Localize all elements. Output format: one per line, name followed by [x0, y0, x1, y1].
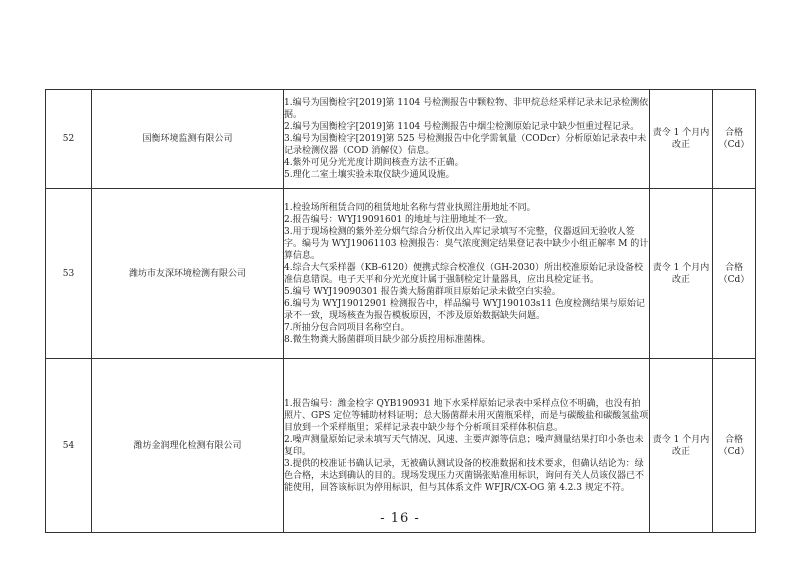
result: 合格（Cd）	[713, 189, 756, 359]
table-row	[46, 189, 756, 359]
issue-item: 2.报告编号：WYJ19091601 的地址与注册地址不一致。	[284, 214, 514, 225]
table-row	[46, 359, 756, 533]
row-number: 52	[46, 90, 92, 189]
issue-item: 3.用于现场检测的紫外差分烟气综合分析仪出入库记录填写不完整，仪器返回无验收人签字。编号为 WYJ19061103 检测报告：臭气浓度测定结果登记表中缺少小组正解率 M 的计算信息。	[284, 226, 649, 261]
issue-item: 4.紫外可见分光光度计期间核查方法不正确。	[284, 158, 464, 168]
row-number: 53	[46, 189, 92, 359]
issue-item: 8.微生物粪大肠菌群项目缺少部分质控用标准菌株。	[284, 334, 491, 345]
organization-name: 潍坊市友深环境检测有限公司	[92, 189, 284, 359]
issues-list	[284, 90, 650, 189]
result: 合格（Cd）	[713, 359, 756, 533]
corrective-action: 责令 1 个月内改正	[650, 90, 713, 189]
organization-name: 潍坊金润理化检测有限公司	[92, 359, 284, 533]
issue-item: 3.提供的校准证书确认记录，无被确认测试设备的校准数据和技术要求，但确认结论为：绿色合格，未达到确认的目的。现场发现压力灭菌锅张贴准用标识，询问有关人员该仪器已不能使用，回答该标识为停用标识，但与其体系文件 WFJR/CX-OG 第 4.2.3 规定不符。	[284, 458, 645, 493]
row-number: 54	[46, 359, 92, 533]
result: 合格（Cd）	[713, 90, 756, 189]
issue-item: 2.噪声测量原始记录未填写天气情况、风速、主要声源等信息；噪声测量结果打印小条也未复印。	[284, 434, 644, 457]
issue-item: 1.报告编号：潍金检字 QYB190931 地下水采样原始记录表中采样点位不明确，也没有拍照片、GPS 定位等辅助材料证明；总大肠菌群未用灭菌瓶采样，而是与碳酸盐和碳酸氢盐项目放到一个采样瓶里；采样记录表中缺少每个分析项目采样体积信息。	[284, 398, 649, 433]
issue-item: 4.综合大气采样器（KB-6120）便携式综合校准仪（GH-2030）所出校准原始记录设备校准信息错误。电子天平和分光光度计属于强制检定计量器具，应出具检定证书。	[284, 262, 644, 285]
inspection-table	[45, 89, 756, 533]
organization-name: 国衡环境监测有限公司	[92, 90, 284, 189]
issue-item: 5.理化二室土壤实验未取仪缺少通风设施。	[284, 170, 455, 180]
issue-item: 2.编号为国衡检字[2019]第 1104 号检测报告中烟尘检测原始记录中缺少恒重过程记录。	[284, 122, 640, 132]
corrective-action: 责令 1 个月内改正	[650, 359, 713, 533]
table-row	[46, 90, 756, 189]
issues-list	[284, 359, 650, 533]
issue-item: 5.编号 WYJ19090301 报告粪大肠菌群项目原始记录未做空白实验。	[284, 286, 561, 297]
issue-item: 7.所抽分包合同项目名称空白。	[284, 322, 410, 333]
corrective-action: 责令 1 个月内改正	[650, 189, 713, 359]
issue-item: 1.编号为国衡检字[2019]第 1104 号检测报告中颗粒物、非甲烷总烃采样记录未记录检测依据。	[284, 98, 649, 120]
issues-list	[284, 189, 650, 359]
issue-item: 3.编号为国衡检字[2019]第 525 号检测报告中化学需氧量（CODcr）分析原始记录表中未记录检测仪器（COD 消解仪）信息。	[284, 134, 647, 156]
issue-item: 6.编号为 WYJ19012901 检测报告中，样品编号 WYJ190103s11 色度检测结果与原始记录不一致，现场核查为报告模板原因，不涉及原始数据缺失问题。	[284, 298, 645, 321]
page-number: - 16 -	[380, 511, 420, 526]
issue-item: 1.检验场所租赁合同的租赁地址名称与营业执照注册地址不同。	[284, 202, 536, 213]
